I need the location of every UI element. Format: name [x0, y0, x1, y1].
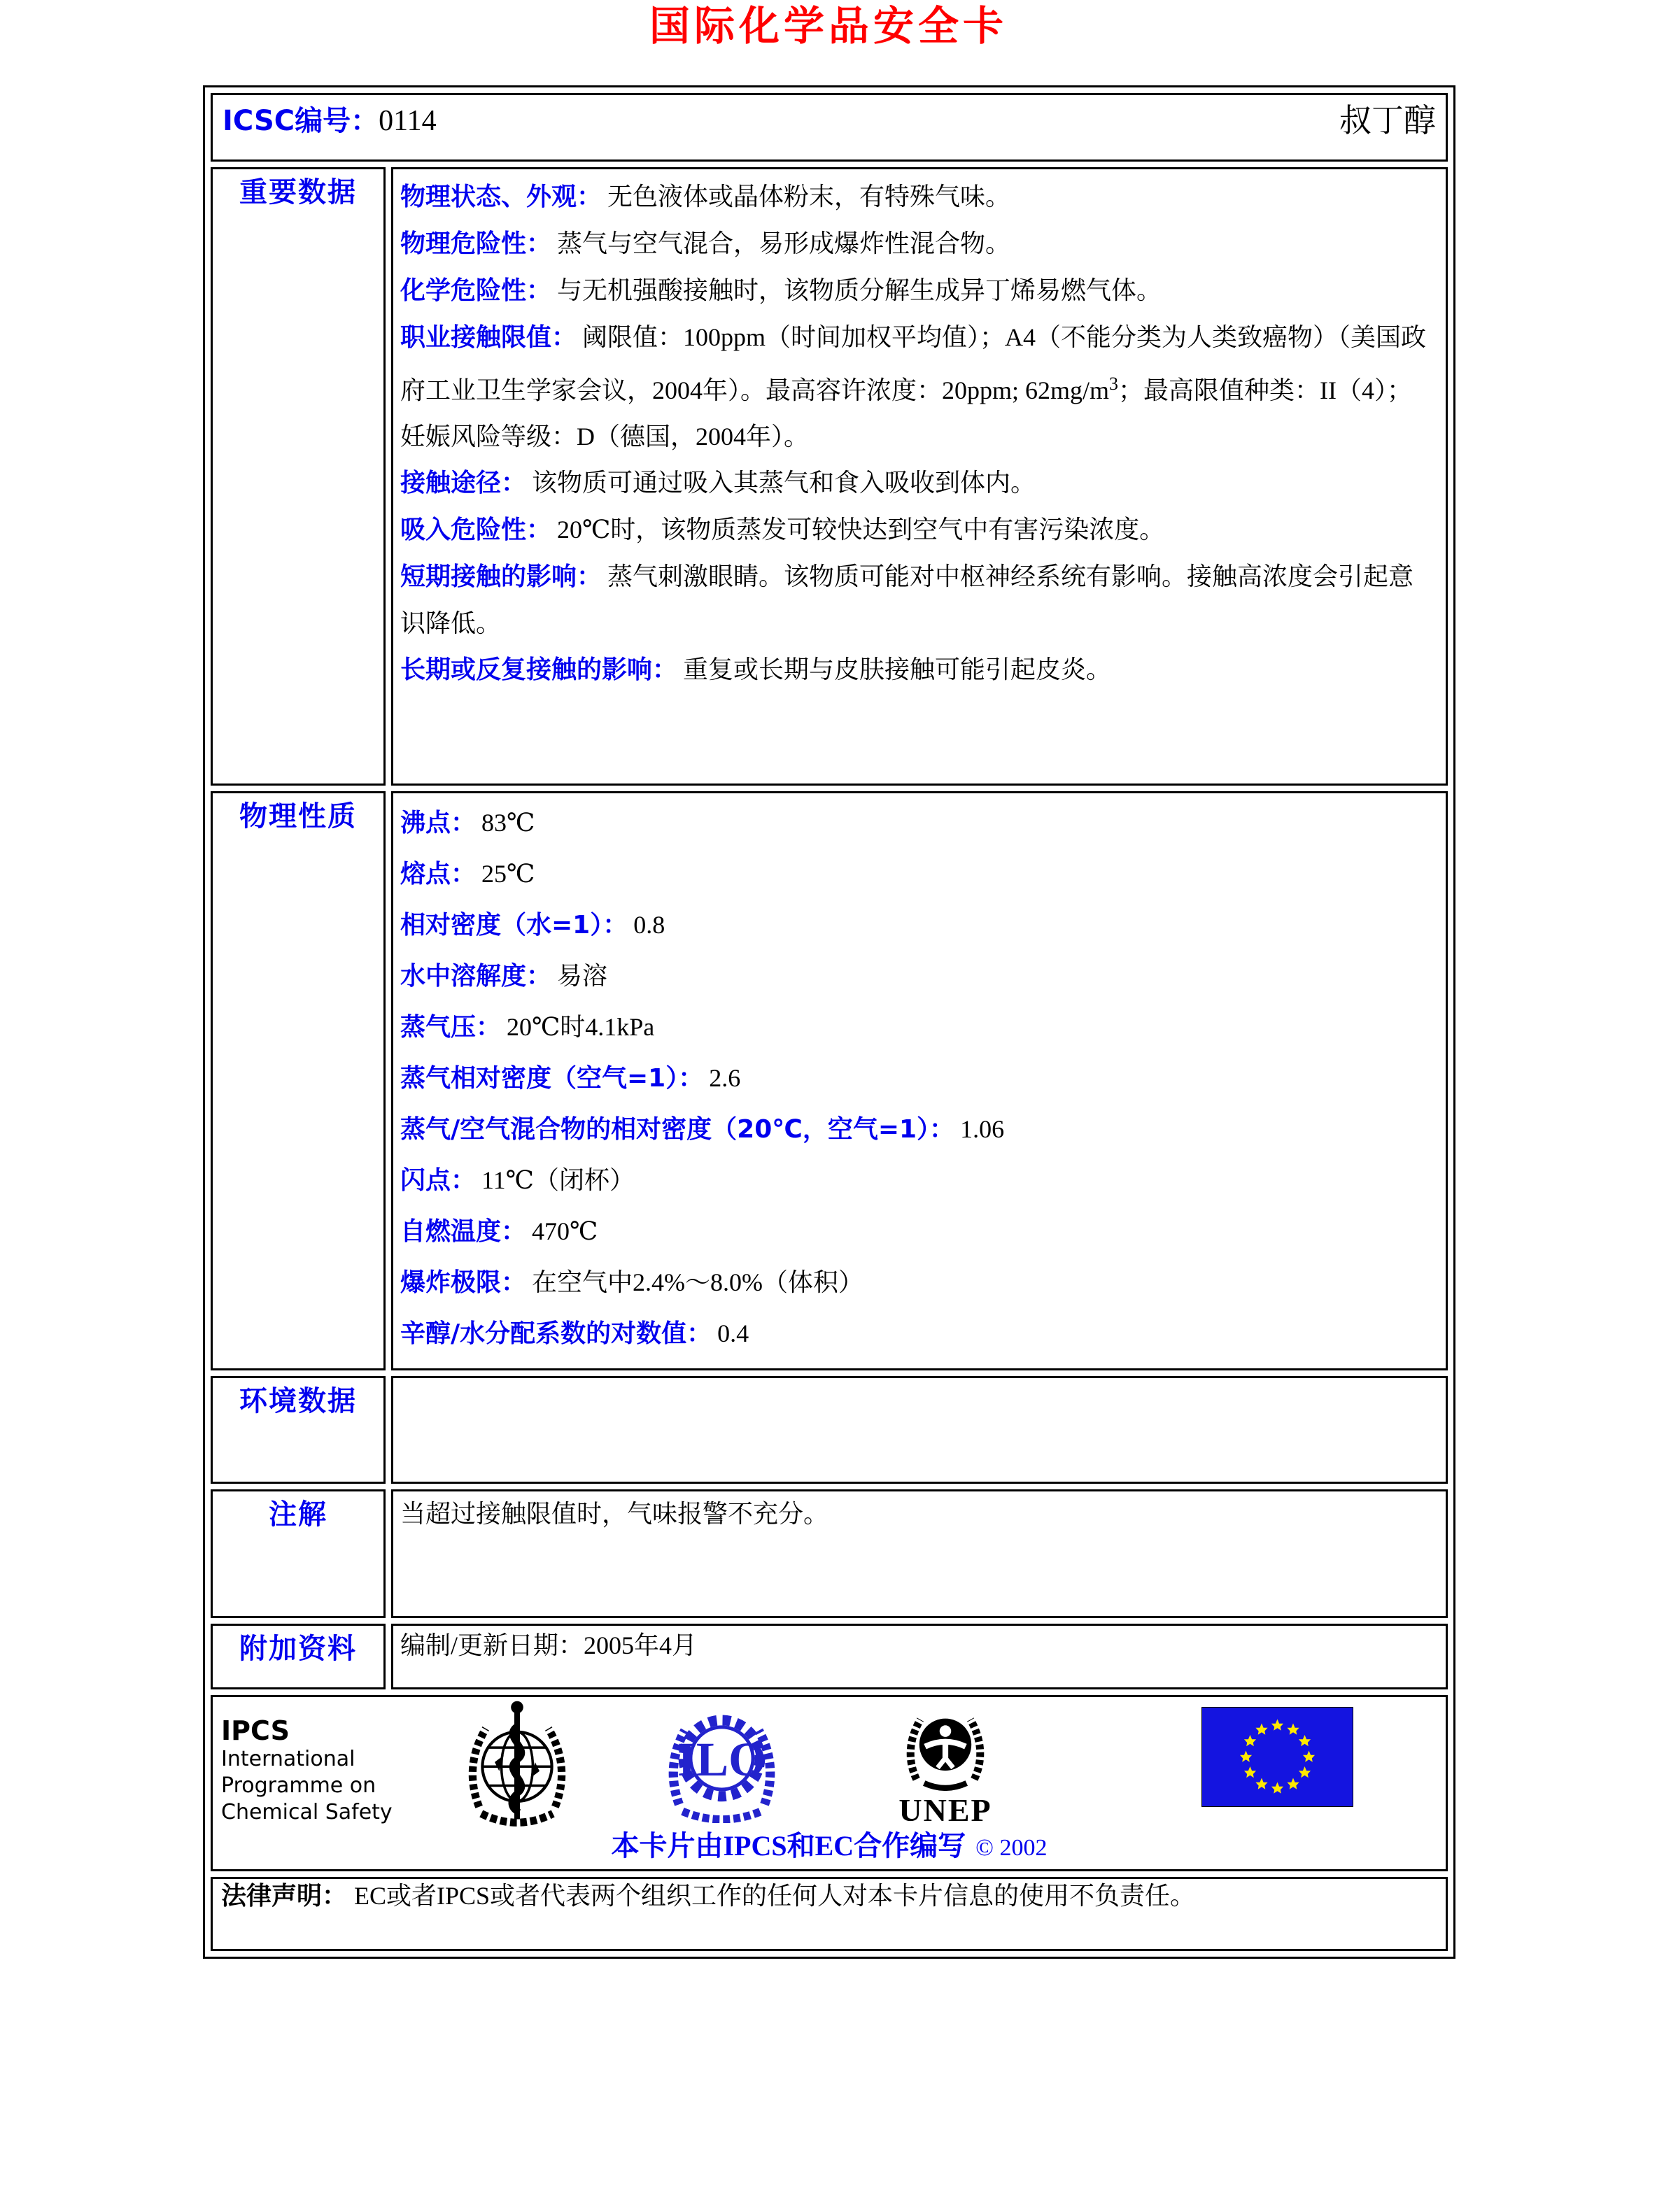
data-line: 蒸气压： 20℃时4.1kPa — [400, 1013, 655, 1042]
data-line: 蒸气相对密度（空气=1）： 2.6 — [400, 1064, 741, 1093]
legal-label: 法律声明： — [221, 1882, 348, 1910]
superscript: 3 — [1109, 374, 1119, 394]
unep-logo-block — [893, 1704, 998, 1827]
section-label-additional: 附加资料 — [211, 1624, 386, 1689]
page-title: 国际化学品安全卡 — [649, 2, 1008, 50]
section-label-environment: 环境数据 — [211, 1376, 386, 1484]
section-label-physical: 物理性质 — [211, 791, 386, 1370]
chemical-name: 叔丁醇 — [1339, 103, 1436, 139]
additional-info-content — [391, 1624, 1448, 1689]
ipcs-text-block: IPCS International Programme on Chemical Safety — [221, 1715, 393, 1824]
data-line: 熔点： 25℃ — [400, 860, 535, 888]
data-line: 辛醇/水分配系数的对数值： 0.4 — [400, 1319, 749, 1348]
data-line: 物理状态、外观： 无色液体或晶体粉末，有特殊气味。 — [400, 183, 1011, 211]
important-data-content — [391, 167, 1448, 786]
data-line: 短期接触的影响： 蒸气刺激眼睛。该物质可能对中枢神经系统有影响。接触高浓度会引起意识降低。 — [400, 562, 1414, 637]
physical-properties-content — [391, 791, 1448, 1370]
environment-data-content — [391, 1376, 1448, 1484]
data-line: 接触途径： 该物质可通过吸入其蒸气和食入吸收到体内。 — [400, 469, 1036, 497]
notes-content — [391, 1489, 1448, 1618]
icsc-number-label: ICSC编号： — [223, 104, 379, 137]
data-line: 吸入危险性： 20℃时，该物质蒸发可较快达到空气中有害污染浓度。 — [400, 516, 1165, 544]
legal-cell — [211, 1877, 1448, 1951]
important-data-row — [211, 167, 1448, 786]
data-line: 编制/更新日期：2005年4月 — [400, 1631, 698, 1659]
legal-row — [211, 1877, 1448, 1951]
logos-row — [211, 1695, 1448, 1871]
logos-cell — [211, 1695, 1448, 1871]
eu-flag-icon — [1201, 1707, 1353, 1807]
data-line: 当超过接触限值时，气味报警不充分。 — [400, 1500, 829, 1528]
icsc-number-value: 0114 — [379, 104, 437, 137]
ilo-letters: ILO — [677, 1732, 767, 1787]
data-line: 化学危险性： 与无机强酸接触时，该物质分解生成异丁烯易燃气体。 — [400, 276, 1162, 305]
physical-properties-row — [211, 791, 1448, 1370]
data-line: 沸点： 83℃ — [400, 809, 535, 837]
logos-caption: 本卡片由IPCS和EC合作编写 © 2002 — [611, 1830, 1048, 1862]
data-line: 相对密度（水=1）： 0.8 — [400, 911, 665, 940]
unep-label: UNEP — [898, 1792, 992, 1828]
who-icon — [461, 1697, 573, 1841]
header-row — [211, 93, 1448, 162]
icsc-card-table — [203, 85, 1455, 1959]
data-line: 蒸气/空气混合物的相对密度（20℃，空气=1）： 1.06 — [400, 1115, 1005, 1144]
data-line: 长期或反复接触的影响： 重复或长期与皮肤接触可能引起皮炎。 — [400, 655, 1112, 684]
notes-row — [211, 1489, 1448, 1618]
data-line: 水中溶解度： 易溶 — [400, 962, 608, 991]
unep-icon — [896, 1704, 994, 1791]
data-line: 职业接触限值： 阈限值：100ppm（时间加权平均值）；A4（不能分类为人类致癌物）（美国政府工业卫生学家会议，2004年）。最高容许浓度：20ppm; $62mg/m^3$；最高限值种类：II（4）；妊娠风险等级：D（德国，2004年）。 — [400, 323, 1427, 451]
additional-info-row — [211, 1624, 1448, 1689]
icsc-number-group — [223, 99, 437, 139]
legal-line — [221, 1879, 1437, 1913]
data-line: 物理危险性： 蒸气与空气混合，易形成爆炸性混合物。 — [400, 229, 1011, 258]
ipcs-title: IPCS — [221, 1715, 290, 1746]
section-label-notes: 注解 — [211, 1489, 386, 1618]
data-line: 爆炸极限： 在空气中2.4%～8.0%（体积） — [400, 1268, 863, 1297]
legal-text: EC或者IPCS或者代表两个组织工作的任何人对本卡片信息的使用不负责任。 — [354, 1882, 1196, 1910]
section-label-important: 重要数据 — [211, 167, 386, 786]
header-cell — [211, 93, 1448, 162]
data-line: 闪点： 11℃（闭杯） — [400, 1166, 635, 1195]
environment-data-row — [211, 1376, 1448, 1484]
ilo-icon — [664, 1703, 780, 1823]
copyright: © 2002 — [975, 1835, 1048, 1861]
data-line: 自燃温度： 470℃ — [400, 1217, 598, 1246]
